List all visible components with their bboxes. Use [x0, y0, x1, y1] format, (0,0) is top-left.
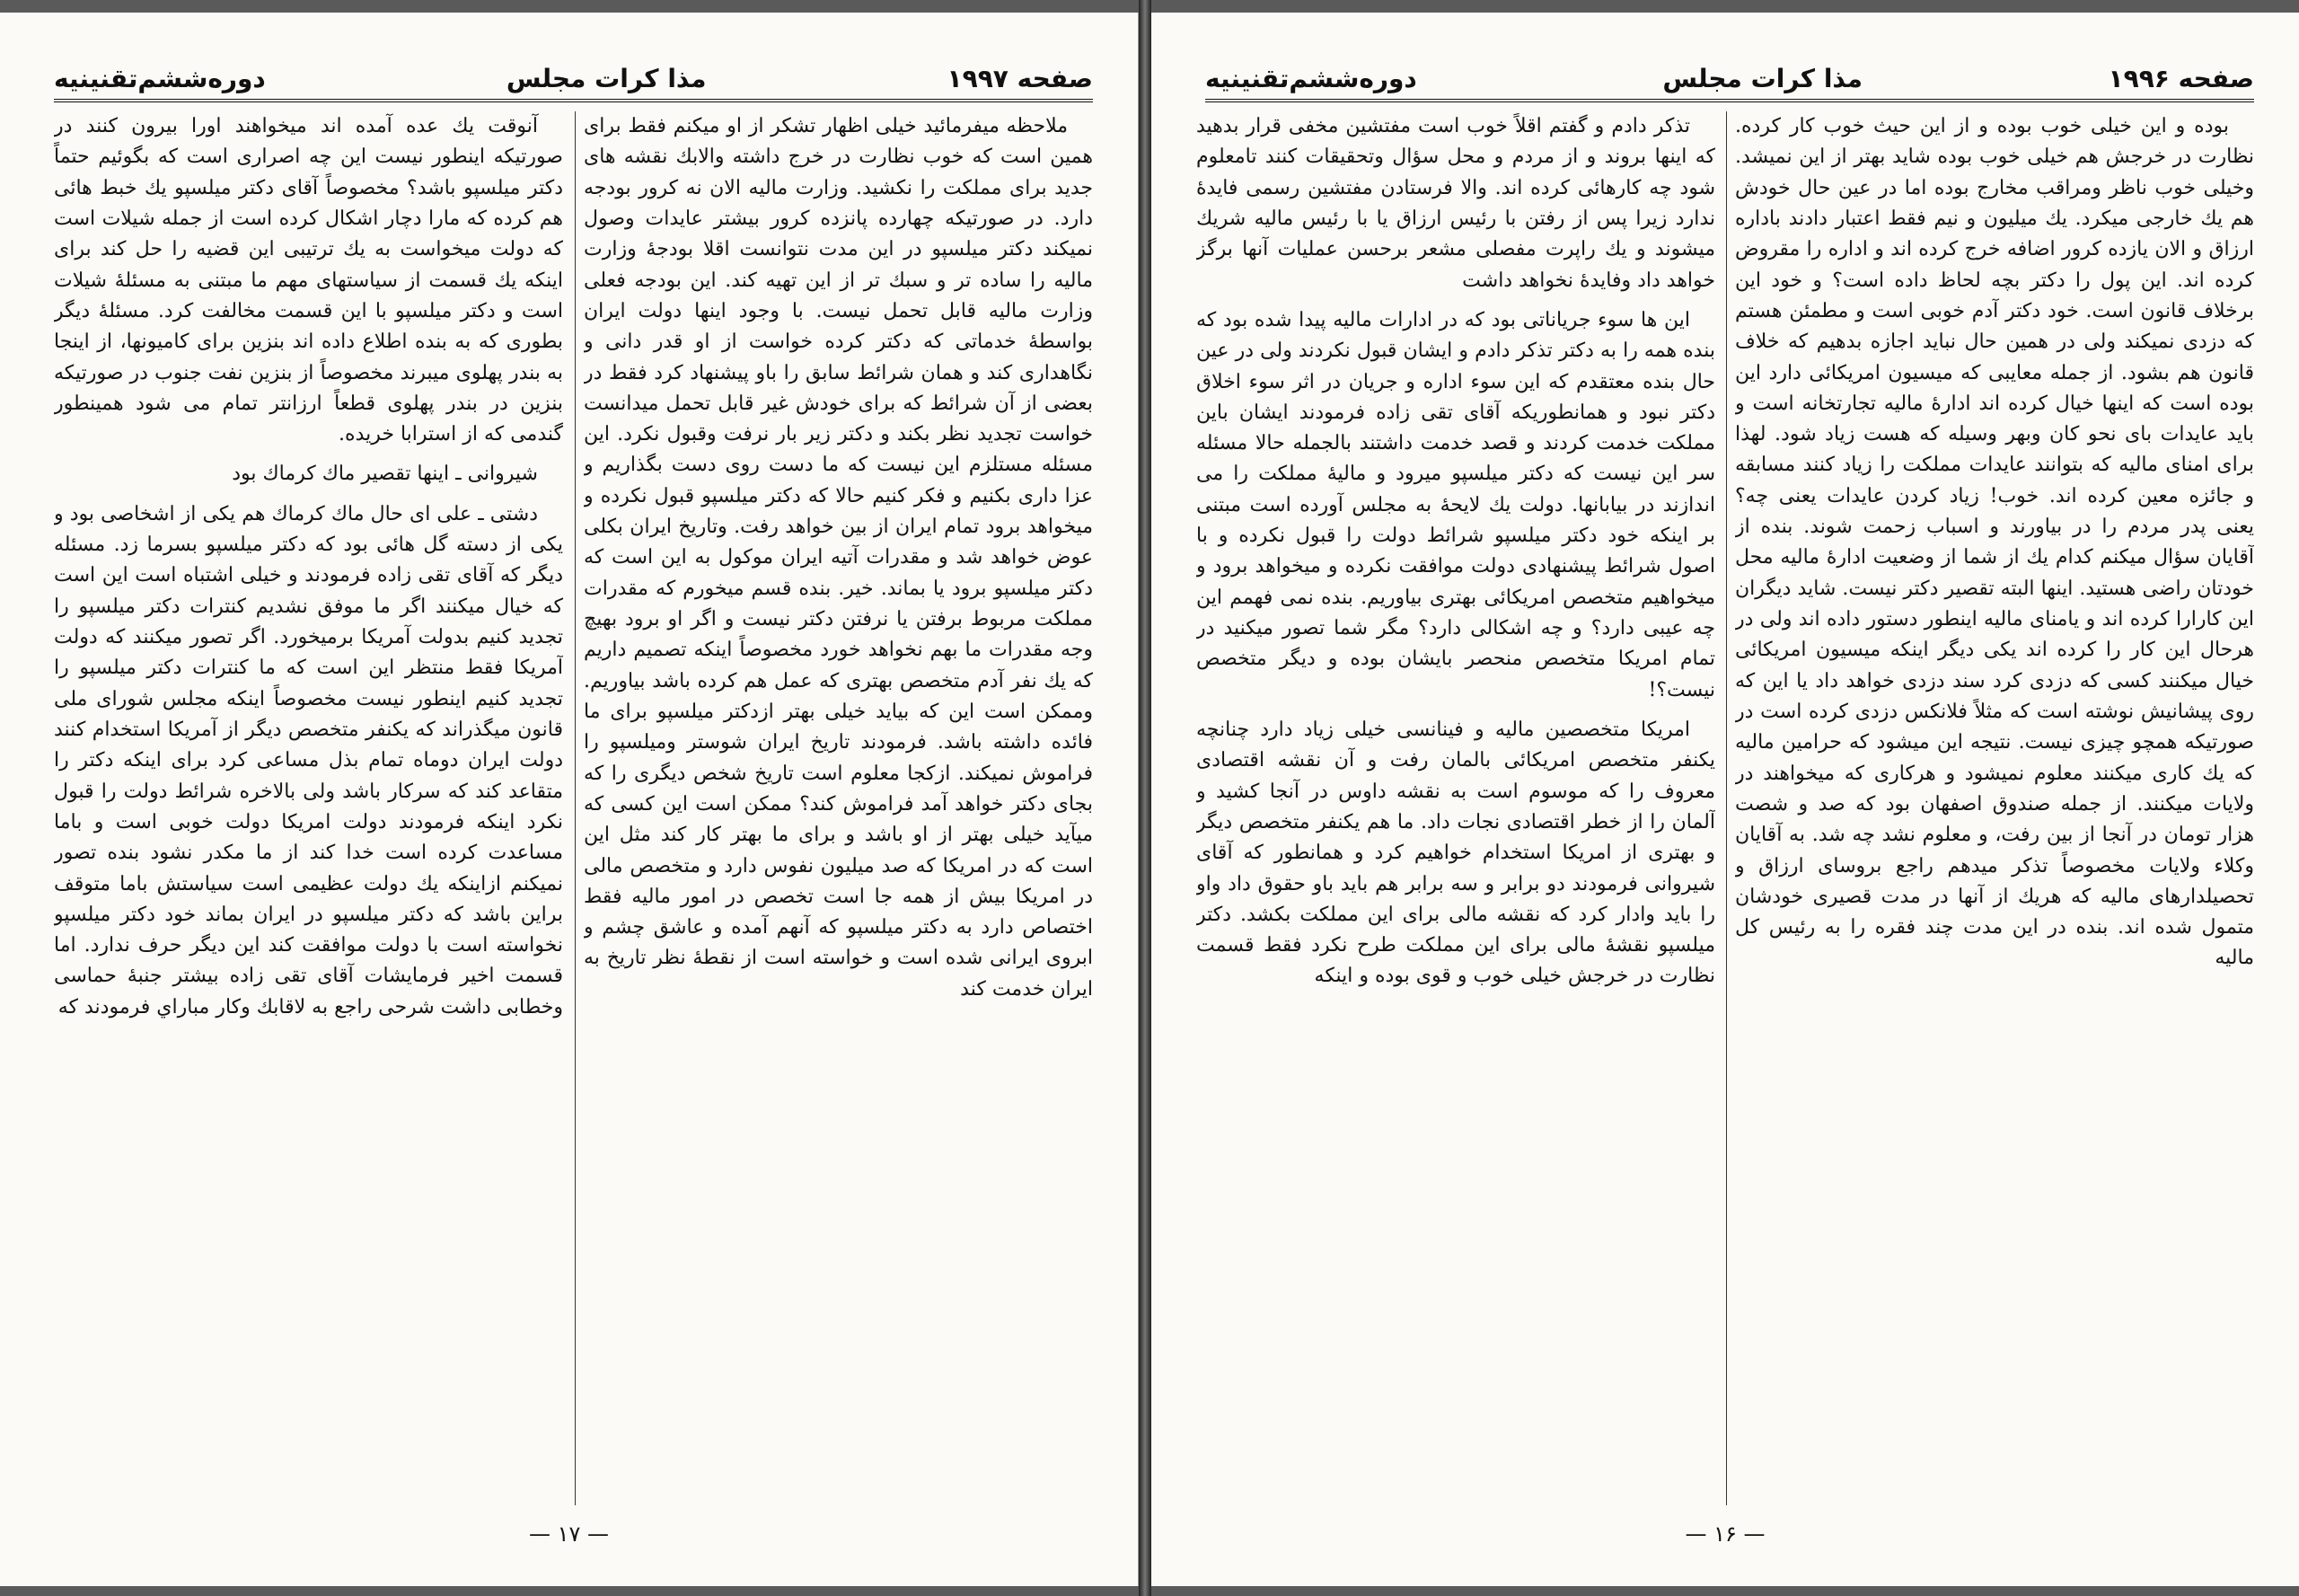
paragraph: امریکا متخصصین مالیه و فینانسی خیلی زیاد دارد چنانچه یکنفر متخصص امریکائی بالمان رفت و آن نقشه اقتصادی معروف را که موسوم است به نقشه داوس در آنجا کشید و آلمان را از خطر اقتصادی نجات داد. ما هم یکنفر متخصص دیگر و بهتری از امریکا استخدام خواهیم کرد و همانطور که آقای شیروانی فرمودند دو برابر و سه برابر هم باید باو حقوق داد واو را باید وادار کرد که نقشه مالی برای این مملکت بکشد. دکتر میلسپو نقشهٔ مالی برای این مملکت طرح نکرد فقط قسمت نظارت در خرجش خیلی خوب و قوی بوده و اینکه — [1196, 718, 1715, 988]
column-divider — [1726, 111, 1727, 1505]
text-column-right — [584, 111, 1093, 1505]
column-divider — [575, 111, 576, 1505]
page-folio: — ۱۶ — — [1685, 1521, 1766, 1547]
text-column-right — [1735, 111, 2254, 1505]
header-divider — [1205, 99, 2254, 102]
page-number-label: صفحه ۱۹۹۶ — [2108, 64, 2254, 93]
paragraph: شیروانی ـ اینها تقصیر ماك کرماك بود — [232, 463, 538, 486]
book-spine — [1139, 0, 1151, 1596]
paragraph: تذکر دادم و گفتم اقلاً خوب است مفتشین مخفی قرار بدهید که اینها بروند و از مردم و محل سؤال وتحقیقات کنند تامعلوم شود چه کارهائی کرده اند. والا فرستادن مفتشین رسمی فایدهٔ ندارد زیرا پس از رفتن با رئیس ارزاق یا با رئیس مالیه شریك میشوند و یك راپرت مفصلی مشعر برحسن عملیات آنها برگز خواهد داد وفایدهٔ نخواهد داشت — [1196, 115, 1715, 292]
page-header — [1205, 52, 2254, 93]
text-column-left — [54, 111, 563, 1505]
page-folio: — ۱۷ — — [528, 1521, 610, 1547]
paragraph: این ها سوء جریاناتی بود که در ادارات مالیه پیدا شده بود که بنده همه را به دکتر تذکر دادم و ایشان قبول نکردند ولی در عین حال بنده معتقدم که این سوء اداره و جریان در اثر سوء اخلاق دکتر نبود و همانطوریکه آقای تقی زاده فرمودند ایشان باین مملکت خدمت کردند و قصد خدمت داشتند بالجمله حالا مسئله سر این نیست که دکتر میلسپو میرود و مالیهٔ مملکت را می اندازند در بیابانها. دولت یك لایحهٔ به مجلس آورده است مبتنی بر اینکه خود دکتر میلسپو شرائط دولت را قبول نکرده و با اصول شرائط پیشنهادی دولت موافقت نکرده و میخواهد برود و میخواهیم متخصص امریکائی بهتری بیاوریم. بنده نمی فهمم این چه عیبی دارد؟ و چه اشکالی دارد؟ مگر شما تصور میکنید در تمام امریکا متخصص منحصر بایشان بوده و دیگر متخصص نیست؟! — [1196, 308, 1715, 701]
session-label: دوره‌ششم‌تقنینیه — [54, 64, 266, 93]
paragraph: ملاحظه میفرمائید خیلی اظهار تشکر از او میکنم فقط برای همین است که خوب نظارت در خرج داشته والابك نقشه های جدید برای مملکت را نکشید. وزارت مالیه الان نه کرور بودجه دارد. در صورتیکه چهارده پانزده کرور بیشتر عایدات وصول نمیکند دکتر میلسپو در این مدت نتوانست اقلا بودجهٔ وزارت مالیه را ساده تر و سبك تر از این تهیه کند. این بودجه فعلی وزارت مالیه قابل تحمل نیست. با وجود اینها دولت ایران بواسطهٔ خدماتی که دکتر کرده خواست از او قدر دانی و نگاهداری کند و همان شرائط سابق را باو پیشنهاد کرد فقط در بعضی از آن شرائط که برای خودش غیر قابل تحمل میدانست خواست تجدید نظر بکند و دکتر زیر بار نرفت وقبول نکرد. این مسئله مستلزم این نیست که ما دست روی دست بگذاریم و عزا داری بکنیم و فکر کنیم حالا که دکتر میلسپو قبول نکرده و میخواهد برود تمام ایران از بین خواهد رفت. وتاریخ ایران بکلی عوض خواهد شد و مقدرات آتیه ایران موکول به این است که دکتر میلسپو برود یا بماند. خیر. بنده قسم میخورم که مقدرات مملکت مربوط برفتن یا نرفتن دکتر نیست و اگر او برود بهیچ وجه مقدرات ما بهم نخواهد خورد مخصوصاً اینکه تصمیم داریم که یك نفر آدم متخصص بهتری که عمل هم کرده باشد بیاوریم. وممکن است این که بیاید خیلی بهتر ازدکتر میلسپو برای ما فائده داشته باشد. فرمودند تاریخ ایران شوستر ومیلسپو را فراموش نمیکند. ازکجا معلوم است تاریخ شخص دیگری را که بجای دکتر خواهد آمد فراموش کند؟ ممکن است این کسی که میآید خیلی بهتر از او باشد و برای ما بهتر کار کند مثل این است که در امریکا که صد میلیون نفوس دارد و متخصص مالی در امریکا بیش از همه جا است تخصص در امور مالیه فقط اختصاص دارد به دکتر میلسپو که آنهم آمده و عاشق چشم و ابروی ایرانی شده است و خواسته است از نقطهٔ نظر تاریخ به ایران خدمت کند — [584, 115, 1093, 1001]
header-divider — [54, 99, 1093, 102]
left-page — [0, 13, 1139, 1586]
page-title: مذا کرات مجلس — [1662, 64, 1863, 93]
paragraph: بوده و این خیلی خوب بوده و از این حیث خوب کار کرده. نظارت در خرجش هم خیلی خوب بوده شاید بهتر از این نمیشد. وخیلی خوب ناظر ومراقب مخارج بوده اما در عین حال خودش هم یك خارجی میکرد. یك میلیون و نیم فقط اعتبار دادند باداره ارزاق و الان یازده کرور اضافه خرج کرده اند و اداره را مقروض کرده اند. این پول را دکتر بچه لحاظ داده است؟ و خود این برخلاف قانون است. خود دکتر آدم خوبی است و مطمئن هستم که دزدی نمیکند ولی در همین حال نباید اجازه بدهیم که خلاف قانون هم بشود. از جمله معایبی که میسیون امریکائی دارد این بوده است که اینها خیال کرده اند ادارهٔ مالیه تجارتخانه است و باید عایدات بای نحو کان وبهر وسیله که هست زیاد شود. لهذا برای امنای مالیه که بتوانند عایدات مملکت را زیاد کنند مسابقه و جائزه معین کرده اند. خوب! زیاد کردن عایدات یعنی چه؟ یعنی پدر مردم را در بیاورند و اسباب زحمت شوند. بنده از آقایان سؤال میکنم کدام یك از شما از وضعیت ادارهٔ مالیه محل خودتان راضی هستید. اینها البته تقصیر دکتر نیست. شاید دیگران این کارارا کرده اند و یامنای مالیه اینطور دستور داده اند ولی در هرحال این کار را کرده اند یکی دیگر اینکه میسیون امریکائی خیال میکنند کسی که دزدی کرد سند دزدی خواهد داد یا این که روی پیشانیش نوشته است که مثلاً فلانکس دزدی کرده است در صورتیکه همچو چیزی نیست. نتیجه این میشود که حرامین مالیه که یك کاری میکنند معلوم نمیشود و هرکاری که میخواهند در ولایات میکنند. از جمله صندوق اصفهان بود که صد و شصت هزار تومان در آنجا از بین رفت، و معلوم نشد چه شد. به آقایان وکلاء ولایات مخصوصاً تذکر میدهم راجع بروسای ارزاق و تحصیلدارهای مالیه که هریك از آنها در مدت قصیری خودشان متمول شده اند. بنده در این مدت چند فقره را به رئیس کل مالیه — [1735, 115, 2254, 970]
right-page — [1151, 13, 2299, 1586]
paragraph: دشتی ـ علی ای حال ماك کرماك هم یکی از اشخاصی بود و یکی از دسته گل هائی بود که دکتر میلسپو بسرما زد. مسئله دیگر که آقای تقی زاده فرمودند و خیلی اشتباه است این است که خیال میکنند اگر ما موفق نشدیم کنترات دکتر میلسپو را تجدید کنیم بدولت آمریکا برمیخورد. اگر تصور میکنند که دولت آمریکا فقط منتظر این است که ما کنترات دکتر میلسپو را تجدید کنیم اینطور نیست مخصوصاً اینکه مجلس شورای ملی قانون میگذراند که یکنفر متخصص دیگر از آمریکا استخدام کنند دولت ایران دوماه تمام بذل مساعی کرد برای اینکه دکتر را متقاعد کند که سرکار باشد ولی بالاخره شرائط دولت را قبول نکرد اینکه فرمودند دولت امریکا دولت خوبی است و باما مساعدت کرده است خدا کند از ما مکدر نشود بنده تصور نمیکنم ازاینکه یك دولت عظیمی است سیاستش باما متوقف براین باشد که دکتر میلسپو در ایران بماند خود دکتر میلسپو نخواسته است با دولت موافقت کند این دیگر حرف ندارد. اما قسمت اخیر فرمایشات آقای تقی زاده بیشتر جنبهٔ حماسی وخطابی داشت شرحی راجع به لاقابك وكار مباراي فرمودند كه — [54, 502, 563, 1018]
paragraph: آنوقت یك عده آمده اند میخواهند اورا بیرون کنند در صورتیکه اینطور نیست این چه اصراری است که بگوئیم حتماً دکتر میلسپو باشد؟ مخصوصاً آقای دکتر میلسپو یك خبط هائی هم کرده که مارا دچار اشکال کرده است از جمله شیلات است که دولت میخواست به یك ترتیبی این قضیه را حل کند برای اینکه یك قسمت از سیاستهای مهم ما مبتنی به مسئلهٔ شیلات است و دکتر میلسپو با این قسمت مخالفت کرد. مسئلهٔ دیگر بطوری که به بنده اطلاع داده اند بنزین برای کامیونها، از اینجا به بندر پهلوی میبرند مخصوصاً از بنزین نفت جنوب در صورتیکه بنزین در بندر پهلوی قطعاً ارزانتر تمام می شود همینطور گندمی که از استرابا خریده. — [54, 115, 563, 446]
page-title: مذا کرات مجلس — [506, 64, 707, 93]
page-number-label: صفحه ۱۹۹۷ — [947, 64, 1093, 93]
session-label: دوره‌ششم‌تقنینیه — [1205, 64, 1417, 93]
text-column-left — [1196, 111, 1715, 1505]
page-header — [54, 52, 1093, 93]
